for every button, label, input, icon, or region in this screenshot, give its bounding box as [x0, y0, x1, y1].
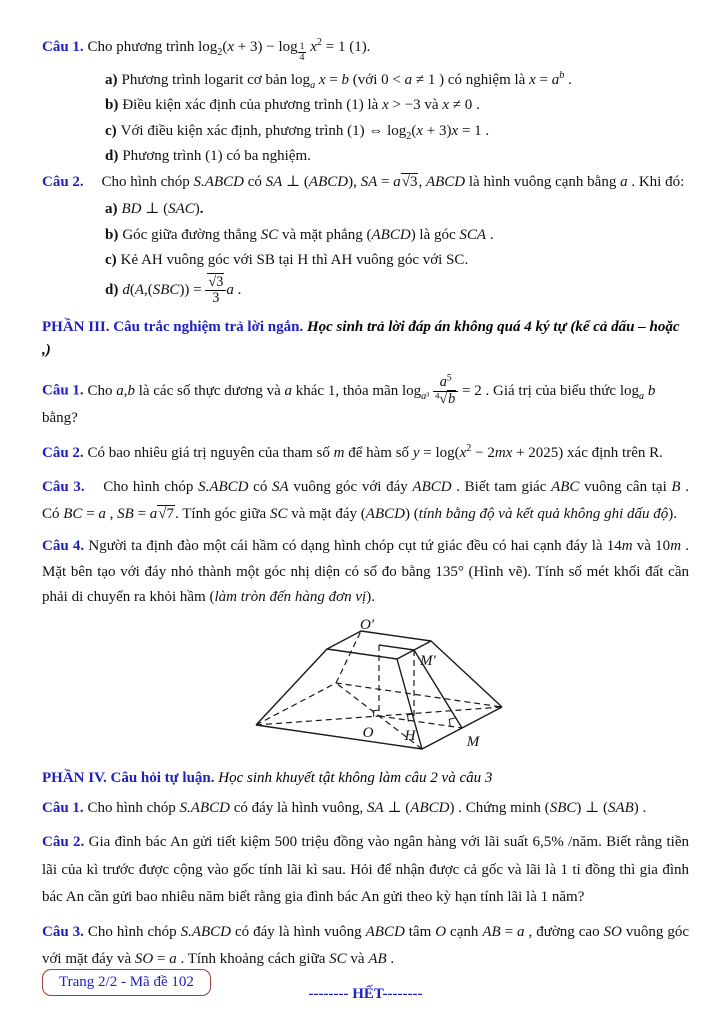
p3-q2-label: Câu 2. — [42, 444, 84, 461]
lateral-edge-left — [256, 649, 327, 725]
p4-q1-text: Cho hình chóp S.ABCD có đáy là hình vuông, SA ⊥ (ABCD) . Chứng minh (SBC) ⊥ (SAB) . — [87, 800, 647, 817]
option-text: Điều kiện xác định của phương trình (1) là x > −3 và x ≠ 0 . — [122, 97, 480, 114]
p2-q2-stem — [42, 171, 689, 194]
p3-q3 — [42, 474, 689, 527]
o-prime-to-m-prime — [379, 645, 414, 650]
part4-subtitle: Học sinh khuyết tật không làm câu 2 và câu 3 — [218, 769, 493, 786]
option-key: c) — [105, 252, 117, 269]
p2-q1-stem — [42, 36, 689, 64]
p2-q2-option-b — [105, 224, 689, 247]
front-base-edges — [256, 707, 502, 749]
p3-q2 — [42, 442, 689, 465]
p2-q2-option-c — [105, 249, 689, 272]
label-o: O — [362, 724, 373, 741]
p3-q1 — [42, 372, 689, 429]
lateral-edge-right — [431, 641, 502, 707]
option-key: b) — [105, 226, 119, 243]
p2-q2-option-d — [105, 275, 689, 307]
label-m-prime: M′ — [419, 652, 436, 669]
part3-title-text: PHẦN III. Câu trắc nghiệm trả lời ngắn. — [42, 319, 304, 336]
p2-q1-option-d — [105, 145, 689, 168]
label-m: M — [466, 733, 479, 750]
option-text: d(A,(SBC)) = $\frac{√3}{3}$ a . — [122, 273, 242, 306]
figure-container — [222, 615, 510, 757]
hidden-lateral-edge — [336, 631, 361, 683]
option-text: Phương trình logarit cơ bản $\log_a x = b$ (với 0 < a ≠ 1 ) có nghiệm là $x = a^b$ . — [121, 69, 572, 91]
p4-q3 — [42, 919, 689, 972]
page-footer-badge — [42, 969, 211, 996]
label-o-prime: O′ — [359, 616, 374, 633]
part4-title-text: PHẦN IV. Câu hỏi tự luận. — [42, 769, 215, 786]
option-key: b) — [105, 97, 119, 114]
option-text: Góc giữa đường thẳng SC và mặt phẳng (ABCD) là góc SCA . — [122, 226, 494, 243]
p2-q1-stem-text: Cho phương trình $\log_2(x + 3) - \log$ $_{\frac{1}{4}}$ $x^2 = 1$ (1). — [87, 37, 371, 64]
option-text: Kẻ AH vuông góc với SB tại H thì AH vuông góc với SC. — [120, 252, 469, 269]
p4-q2 — [42, 829, 689, 912]
p2-q2-option-a — [105, 198, 689, 221]
end-marker: -------- HẾT-------- — [308, 985, 423, 1002]
p2-q2-options — [105, 198, 689, 306]
p2-q2-stem-text: Cho hình chóp S.ABCD có SA ⊥ (ABCD), SA = a√3, ABCD là hình vuông cạnh bằng a . Khi đó: — [101, 173, 685, 190]
p2-q1-options — [105, 69, 689, 168]
p4-q3-text: Cho hình chóp S.ABCD có đáy là hình vuông ABCD tâm O cạnh AB = a , đường cao SO vuông góc với mặt đáy và SO = a . Tính khoảng cách giữa SC và AB . — [42, 924, 689, 967]
p4-q3-label: Câu 3. — [42, 924, 84, 941]
option-key: c) — [105, 122, 117, 139]
label-h: H — [404, 727, 415, 744]
p3-q3-text: Cho hình chóp S.ABCD có SA vuông góc với đáy ABCD . Biết tam giác ABC vuông cân tại B . Có BC = a , SB = a√7. Tính góc giữa SC và mặt đáy (ABCD) (tính bằng độ và kết quả không ghi dấu độ). — [42, 479, 689, 522]
p2-q1-label: Câu 1. — [42, 39, 84, 55]
p3-q4-label: Câu 4. — [42, 538, 85, 555]
option-text: BD ⊥ (SAC). — [121, 201, 204, 218]
frustum-figure — [240, 615, 510, 757]
page-footer-text: Trang 2/2 - Mã đề 102 — [59, 974, 194, 990]
angle-mark-at-m — [449, 718, 456, 727]
part3-title — [42, 316, 689, 361]
option-key: a) — [105, 71, 118, 88]
option-key: d) — [105, 281, 119, 298]
p4-q1 — [42, 797, 689, 820]
option-text: Phương trình (1) có ba nghiệm. — [122, 148, 311, 165]
part4-title — [42, 767, 689, 790]
p3-q3-label: Câu 3. — [42, 479, 85, 496]
option-text: Với điều kiện xác định, phương trình (1) ⇔ $\log_2(x + 3)x = 1$ . — [120, 122, 490, 142]
part3-subtitle: Học sinh trả lời đáp án không quá 4 ký tự (kể cả dấu – hoặc ,) — [42, 319, 680, 358]
option-key: a) — [105, 201, 118, 218]
p4-q2-text: Gia đình bác An gửi tiết kiệm 500 triệu đồng vào ngân hàng với lãi suất 6,5% /năm. Biết rằng tiền lãi của kì trước được cộng vào gốc tính lãi kì sau. Hỏi để nhận được cả gốc và lãi là 1 tỉ đồng thì gia đình bác An cần gửi bao nhiêu năm biết rằng gia đình bác An gửi theo kỳ hạn tính lãi là 1 năm? — [42, 833, 690, 906]
p3-q2-text: Có bao nhiêu giá trị nguyên của tham số m để hàm số $y = \log(x^2 - 2mx + 2025)$ xác định trên R. — [87, 442, 663, 461]
p2-q1-option-b — [105, 94, 689, 117]
p4-q1-label: Câu 1. — [42, 800, 84, 817]
p2-q1-option-c — [105, 120, 689, 143]
p3-q4 — [42, 534, 689, 611]
p3-q4-text: Người ta định đào một cái hầm có dạng hình chóp cụt tứ giác đều có hai cạnh đáy là 14m và 10m . Mặt bên tạo với đáy nhỏ thành một góc nhị diện có số đo bằng 135° (Hình vẽ). Tính số mét khối đất cần phải di chuyển ra khỏi hầm (làm tròn đến hàng đơn vị). — [42, 538, 689, 606]
p3-q1-label: Câu 1. — [42, 382, 84, 399]
p3-q1-text: Cho a,b là các số thực dương và a khác 1, thỏa mãn $\log_{a^3}$ $\frac{a^5}{^4√b}$ = 2 . Giá trị của biểu thức $\log_a b$ bằng? — [42, 372, 656, 427]
p4-q2-label: Câu 2. — [42, 833, 85, 850]
option-key: d) — [105, 148, 119, 165]
p2-q1-option-a — [105, 69, 689, 92]
p2-q2-label: Câu 2. — [42, 173, 84, 190]
